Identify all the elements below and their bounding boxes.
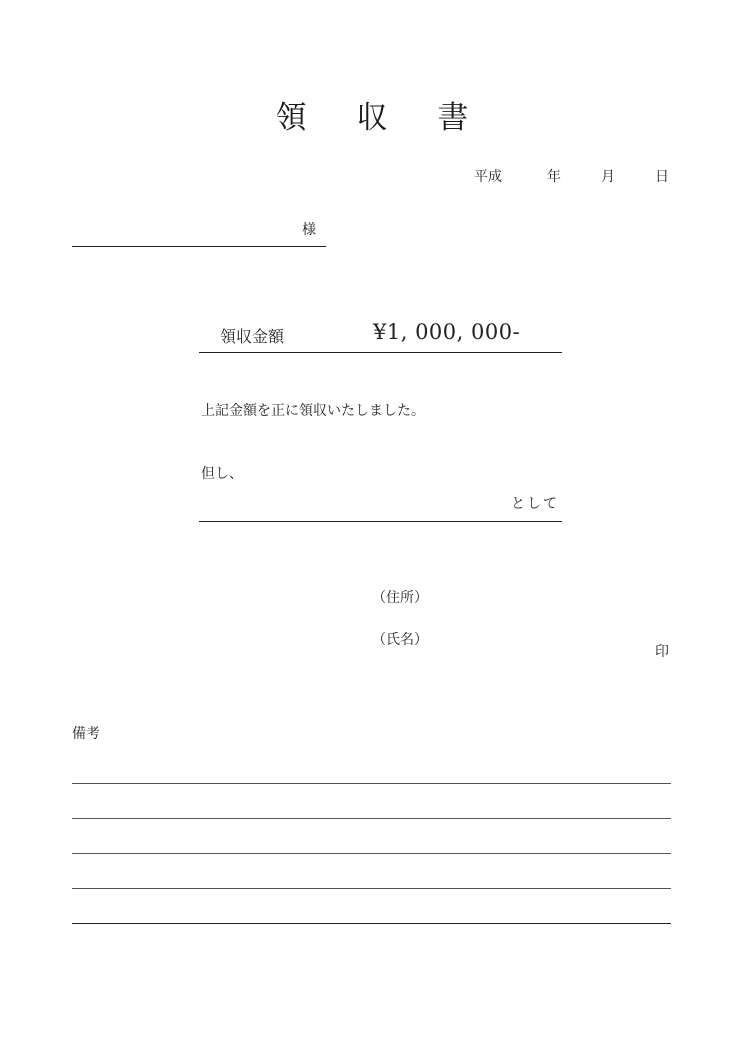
address-label: （住所） (372, 590, 428, 606)
proviso-label: 但し、 (201, 466, 243, 482)
remarks-line (72, 853, 671, 854)
remarks-bottom-line (72, 923, 671, 924)
addressee-suffix: 様 (302, 222, 316, 238)
date-day-label: 日 (655, 169, 669, 185)
proviso-suffix: として (511, 496, 559, 512)
remarks-line (72, 783, 671, 784)
received-statement: 上記金額を正に領収いたしました。 (201, 403, 425, 419)
name-label: （氏名） (372, 632, 428, 648)
remarks-line (72, 818, 671, 819)
seal-label: 印 (655, 644, 669, 660)
proviso-line (199, 521, 562, 522)
addressee-line (72, 246, 326, 247)
document-title: 領 収 書 (275, 100, 489, 136)
date-month-label: 月 (601, 169, 615, 185)
date-year-label: 年 (547, 169, 561, 185)
amount-underline (199, 352, 562, 353)
date-era: 平成 (474, 169, 502, 185)
remarks-label: 備考 (72, 726, 100, 742)
amount-value: ¥1, 000, 000- (373, 320, 521, 344)
amount-label: 領収金額 (220, 327, 285, 346)
remarks-line (72, 888, 671, 889)
